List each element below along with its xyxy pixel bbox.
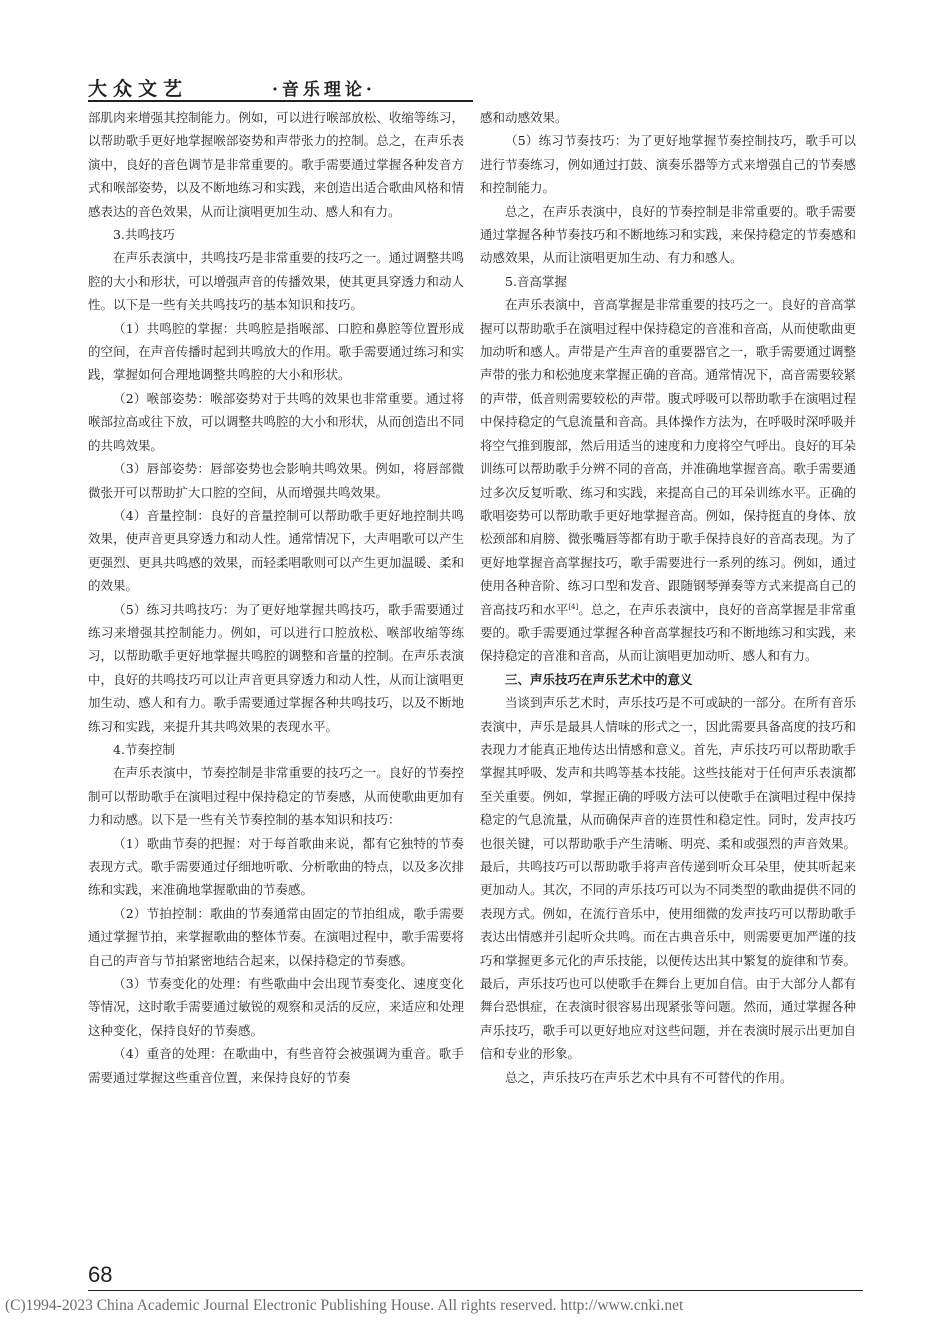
left-column [88, 106, 464, 1089]
page-number: 68 [88, 1262, 113, 1287]
subsection-heading: 3.共鸣技巧 [113, 227, 175, 243]
citation-ref: [4] [568, 602, 579, 611]
paragraph: （2）节拍控制：歌曲的节奏通常由固定的节拍组成，歌手需要通过掌握节拍，来掌握歌曲的整体节奏。在演唱过程中，歌手需要将自己的声音与节拍紧密地结合起来，以保持稳定的节奏感。 [88, 905, 464, 968]
subsection-heading: 4.节奏控制 [113, 741, 175, 757]
section-title: ·音乐理论· [272, 80, 376, 100]
magazine-title: 大众文艺 [88, 78, 189, 100]
paragraph: （4）重音的处理：在歌曲中，有些音符会被强调为重音。歌手需要通过掌握这些重音位置，来保持良好的节奏 [88, 1046, 464, 1085]
paragraph [480, 293, 856, 668]
masthead [88, 74, 376, 101]
paragraph: （3）唇部姿势：唇部姿势也会影响共鸣效果。例如，将唇部微微张开可以帮助扩大口腔的空间，从而增强共鸣效果。 [88, 461, 464, 500]
paragraph: （3）节奏变化的处理：有些歌曲中会出现节奏变化、速度变化等情况，这时歌手需要通过敏锐的观察和灵活的反应，来适应和处理这种变化，保持良好的节奏感。 [88, 976, 464, 1038]
paragraph: 在声乐表演中，节奏控制是非常重要的技巧之一。良好的节奏控制可以帮助歌手在演唱过程中保持稳定的节奏感，从而使歌曲更加有力和动感。以下是一些有关节奏控制的基本知识和技巧： [88, 765, 464, 828]
paragraph: 在声乐表演中，共鸣技巧是非常重要的技巧之一。通过调整共鸣腔的大小和形状，可以增强声音的传播效果，使其更具穿透力和动人性。以下是一些有关共鸣技巧的基本知识和技巧。 [88, 250, 464, 313]
paragraph: （5）练习共鸣技巧：为了更好地掌握共鸣技巧，歌手需要通过练习来增强其控制能力。例如，可以进行口腔放松、喉部收缩等练习，以帮助歌手更好地掌握共鸣腔的调整和音量的控制。在声乐表演中，良好的共鸣技巧可以让声音更具穿透力和动人性，从而让演唱更加生动、感人和有力。歌手需要通过掌握各种共鸣技巧，以及不断地练习和实践，来提升其共鸣效果的表现水平。 [88, 601, 464, 734]
copyright-notice: (C)1994-2023 China Academic Journal Electronic Publishing House. All rights reserved. http://www.cnki.net [5, 1297, 684, 1314]
paragraph: （2）喉部姿势：喉部姿势对于共鸣的效果也非常重要。通过将喉部拉高或往下放，可以调整共鸣腔的大小和形状，从而创造出不同的共鸣效果。 [88, 390, 464, 453]
paragraph-text: 在声乐表演中，音高掌握是非常重要的技巧之一。良好的音高掌握可以帮助歌手在演唱过程中保持稳定的音准和音高，从而使歌曲更加动听和感人。声带是产生声音的重要器官之一，歌手需要通过调整声带的张力和松弛度来掌握正确的音高。通常情况下，高音需要较紧的声带，低音则需要较松的声带。腹式呼吸可以帮助歌手在演唱过程中保持稳定的气息流量和音高。具体操作方法为，在呼吸时深呼吸并将空气推到腹部，然后用适当的速度和力度将空气呼出。良好的耳朵训练可以帮助歌手分辨不同的音高，并准确地掌握音高。歌手需要通过多次反复听歌、练习和实践，来提高自己的耳朵训练水平。正确的歌唱姿势可以帮助歌手更好地掌握音高。例如，保持挺直的身体、放松颈部和肩膀、微张嘴唇等都有助于歌手保持良好的音高表现。为了更好地掌握音高掌握技巧，歌手需要进行一系列的练习。例如，通过使用各种音阶、练习口型和发音、跟随钢琴弹奏等方式来提高自己的音高技巧和水平 [480, 297, 856, 617]
section-heading: 三、声乐技巧在声乐艺术中的意义 [505, 671, 693, 687]
header-rule [88, 100, 473, 102]
paragraph: 部肌肉来增强其控制能力。例如，可以进行喉部放松、收缩等练习，以帮助歌手更好地掌握喉部姿势和声带张力的控制。总之，在声乐表演中，良好的音色调节是非常重要的。歌手需要通过掌握各种发音方式和喉部姿势，以及不断地练习和实践，来创造出适合歌曲风格和情感表达的音色效果，从而让演唱更加生动、感人和有力。 [88, 110, 464, 219]
paragraph: （4）音量控制：良好的音量控制可以帮助歌手更好地控制共鸣效果，使声音更具穿透力和动人性。通常情况下，大声唱歌可以产生更强烈、更具共鸣感的效果，而轻柔唱歌则可以产生更加温暖、柔和的效果。 [88, 507, 464, 594]
right-column [480, 106, 856, 1089]
paragraph: 感和动感效果。 [480, 110, 568, 125]
paragraph: 总之，声乐技巧在声乐艺术中具有不可替代的作用。 [505, 1069, 793, 1085]
footer-rule [88, 1290, 863, 1291]
paragraph-text: 。总之，在声乐表演中，良好的音高掌握是非常重要的。歌手需要通过掌握各种音高掌握技巧和不断地练习和实践，来保持稳定的音准和音高，从而让演唱更加动听、感人和有力。 [480, 601, 856, 664]
paragraph: 总之，在声乐表演中，良好的节奏控制是非常重要的。歌手需要通过掌握各种节奏技巧和不断地练习和实践，来保持稳定的节奏感和动感效果，从而让演唱更加生动、有力和感人。 [480, 203, 856, 266]
paragraph: （1）共鸣腔的掌握：共鸣腔是指喉部、口腔和鼻腔等位置形成的空间，在声音传播时起到共鸣放大的作用。歌手需要通过练习和实践，掌握如何合理地调整共鸣腔的大小和形状。 [88, 320, 464, 383]
paragraph: （5）练习节奏技巧：为了更好地掌握节奏控制技巧，歌手可以进行节奏练习，例如通过打鼓、演奏乐器等方式来增强自己的节奏感和控制能力。 [480, 133, 856, 196]
paragraph: （1）歌曲节奏的把握：对于每首歌曲来说，都有它独特的节奏表现方式。歌手需要通过仔细地听歌、分析歌曲的特点，以及多次排练和实践，来准确地掌握歌曲的节奏感。 [88, 835, 464, 898]
paragraph: 当谈到声乐艺术时，声乐技巧是不可或缺的一部分。在所有音乐表演中，声乐是最具人情味的形式之一，因此需要具备高度的技巧和表现力才能真正地传达出情感和意义。首先，声乐技巧可以帮助歌手掌握其呼吸、发声和共鸣等基本技能。这些技能对于任何声乐表演都至关重要。例如，掌握正确的呼吸方法可以使歌手在演唱过程中保持稳定的气息流量，从而确保声音的连贯性和稳定性。同时，发声技巧也很关键，可以帮助歌手产生清晰、明亮、柔和或强烈的声音效果。最后，共鸣技巧可以帮助歌手将声音传递到听众耳朵里，使其听起来更加动人。其次，不同的声乐技巧可以为不同类型的歌曲提供不同的表现方式。例如，在流行音乐中，使用细微的发声技巧可以帮助歌手表达出情感并引起听众共鸣。而在古典音乐中，则需要更加严谨的技巧和掌握更多元化的声乐技能，以便传达出其中繁复的旋律和节奏。最后，声乐技巧也可以使歌手在舞台上更加自信。由于大部分人都有舞台恐惧症，在表演时很容易出现紧张等问题。然而，通过掌握各种声乐技巧，歌手可以更好地应对这些问题，并在表演时展示出更加自信和专业的形象。 [480, 695, 856, 1062]
subsection-heading: 5.音高掌握 [505, 273, 567, 289]
